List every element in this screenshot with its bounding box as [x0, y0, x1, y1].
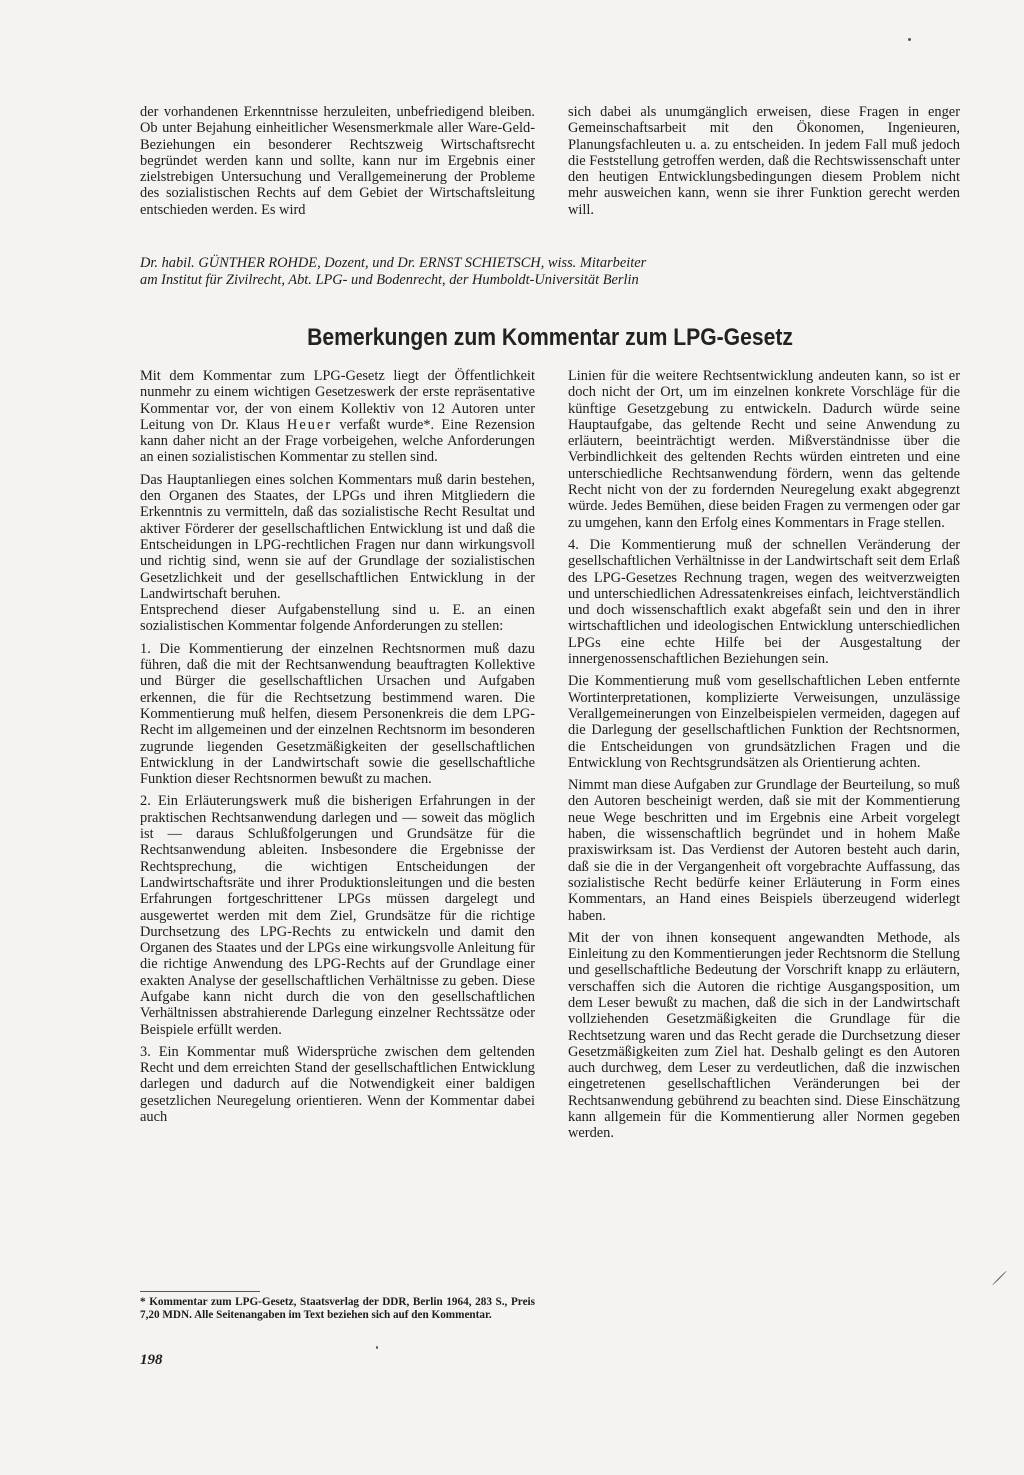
paragraph: Mit der von ihnen konsequent angewandten Methode, als Einleitung zu den Kommentierungen jeder Rechtsnorm die Stellung und gesellschaftliche Bedeutung der Vorschrift knapp zu erläutern, verschaffen sich die Autoren die richtige Ausgangsposition, um dem Leser bewußt zu machen, daß die sich in der Landwirtschaft vollziehenden Gesetzmäßigkeiten die Grundlage für die Rechtsetzung waren und das Recht gerade die Durchsetzung dieser Gesetzmäßigkeiten zum Ziel hat. Deshalb gelingt es den Autoren auch durchweg, dem Leser zu verdeutlichen, daß die inzwischen eingetretenen gesellschaftlichen Veränderungen bei der Rechtsanwendung gebührend zu beachten sind. Diese Einschätzung kann allgemein für die Kommentierung aller Normen gegeben werden.	[568, 929, 960, 1142]
scan-speck	[376, 1346, 378, 1349]
byline-line: am Institut für Zivilrecht, Abt. LPG- und Bodenrecht, der Humboldt-Universität Berlin	[140, 272, 639, 288]
paragraph	[140, 368, 535, 466]
paragraph-text: verfaßt wurde*. Eine Rezension kann daher nicht an der Frage vorbeigehen, welche Anforderungen an einen sozialistischen Kommentar zu stellen sind.	[140, 416, 535, 466]
paragraph: Die Kommentierung muß vom gesellschaftlichen Leben entfernte Wortinterpretationen, komplizierte Verweisungen, unzulässige Verallgemeinerungen von Einzelbeispielen vermeiden, dagegen auf die Darlegung der gesellschaftlichen Funktion der Rechtsnormen, die Entscheidungen von grundsätzlichen Fragen und die Entwicklung von Rechtsgrundsätzen als Orientierung achten.	[568, 673, 960, 771]
top-right-column	[568, 104, 960, 218]
paragraph: 3. Ein Kommentar muß Widersprüche zwischen dem geltenden Recht und dem erreichten Stand der gesellschaftlichen Entwicklung darlegen und dadurch auf die Notwendigkeit einer baldigen gesetzlichen Neuregelung orientieren. Wenn der Kommentar dabei auch	[140, 1043, 535, 1126]
top-left-column	[140, 104, 535, 218]
paragraph: Entsprechend dieser Aufgabenstellung sind u. E. an einen sozialistischen Kommentar folgende Anforderungen zu stellen:	[140, 602, 535, 635]
author-byline	[140, 255, 960, 289]
byline-line: Dr. habil. GÜNTHER ROHDE, Dozent, und Dr. ERNST SCHIETSCH, wiss. Mitarbeiter	[140, 255, 647, 271]
article-title: Bemerkungen zum Kommentar zum LPG-Gesetz	[307, 324, 793, 351]
paragraph: 2. Ein Erläuterungswerk muß die bisherigen Erfahrungen in der praktischen Rechtsanwendung darlegen und — soweit das möglich ist — daraus Schlußfolgerungen und Grundsätze für die Rechtsanwendung ableiten. Insbesondere die Ergebnisse der Rechtsprechung, die wichtigen Entscheidungen der Landwirtschaftsräte und ihrer Produktionsleitungen und die besten Erfahrungen fortgeschrittener LPGs müssen dargelegt und ausgewertet werden mit dem Ziel, Grundsätze für die richtige Durchsetzung des LPG-Rechts zu entwickeln und damit den Organen des Staates und der LPGs eine wirkungsvolle Anleitung für die richtige Anwendung des LPG-Rechts auf der Grundlage einer exakten Analyse der gesellschaftlichen Verhältnisse zu geben. Diese Aufgabe kann nicht durch die von den gesellschaftlichen Verhältnissen abstrahierende Darlegung einzelner Rechtssätze oder Beispiele erfüllt werden.	[140, 793, 535, 1038]
paragraph: Das Hauptanliegen eines solchen Kommentars muß darin bestehen, den Organen des Staates, der LPGs und ihren Mitgliedern die Erkenntnis zu vermitteln, daß das sozialistische Recht Resultat und aktiver Förderer der gesellschaftlichen Entwicklung ist und daß die Entscheidungen in LPG-rechtlichen Fragen nur dann wirkungsvoll und richtig sind, wenn sie auf der Grundlage der sozialistischen Gesetzlichkeit und der gesellschaftlichen Entwicklung in der Landwirtschaft beruhen.	[140, 471, 535, 602]
paragraph-text: Mit dem Kommentar zum LPG-Gesetz liegt der Öffentlichkeit nunmehr zu einem wichtigen Gesetzeswerk der erste repräsentative Kommentar vor, der von einem Kollektiv von 12 Autoren unter Leitung von Dr. Klaus	[140, 368, 535, 433]
footnote: * Kommentar zum LPG-Gesetz, Staatsverlag der DDR, Berlin 1964, 283 S., Preis 7,20 MDN. Alle Seitenangaben im Text beziehen sich auf den Kommentar.	[140, 1296, 535, 1321]
paragraph: 4. Die Kommentierung muß der schnellen Veränderung der gesellschaftlichen Verhältnisse in der Landwirtschaft seit dem Erlaß des LPG-Gesetzes Rechnung tragen, wegen des weitverzweigten und unterschiedlichen Adressatenkreises einfach, leichtverständlich und doch wissenschaftlich exakt abgefaßt sein und den in ihrer wirtschaftlichen und ideologischen Entwicklung unterschiedlichen LPGs eine echte Hilfe bei der Ausgestaltung der innergenossenschaftlichen Beziehungen sein.	[568, 536, 960, 668]
body-left-column	[140, 368, 535, 1125]
page-number: 198	[140, 1352, 163, 1368]
scan-speck	[992, 1271, 1007, 1286]
paragraph: sich dabei als unumgänglich erweisen, diese Fragen in enger Gemeinschaftsarbeit mit den Ökonomen, Ingenieuren, Planungsfachleuten u. a. zu entscheiden. In jedem Fall muß jedoch die Feststellung getroffen werden, daß die Rechtswissenschaft unter den heutigen Entwicklungsbedingungen diesem Problem nicht mehr ausweichen kann, wenn sie ihrer Funktion gerecht werden will.	[568, 104, 960, 218]
footnote-rule	[140, 1291, 260, 1292]
author-name: Heuer	[286, 416, 333, 433]
scan-speck	[908, 38, 911, 41]
paragraph: 1. Die Kommentierung der einzelnen Rechtsnormen muß dazu führen, daß die mit der Rechtsanwendung beauftragten Kollektive und Bürger die gesellschaftlichen Ursachen und Aufgaben erkennen, die für die Rechtsetzung bestimmend waren. Die Kommentierung muß helfen, diesem Personenkreis die dem LPG-Recht im allgemeinen und der einzelnen Rechtsnorm im besonderen zugrunde liegenden Gesetzmäßigkeiten der gesellschaftlichen Entwicklung in der Landwirtschaft sowie die gesellschaftliche Funktion dieser Rechtsnormen bewußt zu machen.	[140, 640, 535, 788]
paragraph: Linien für die weitere Rechtsentwicklung andeuten kann, so ist er doch nicht der Ort, um im einzelnen konkrete Vorschläge für die künftige Gesetzgebung zu entwickeln. Dadurch würde seine Hauptaufgabe, das geltende Recht und seine Anwendung zu erläutern, beeinträchtigt werden. Mißverständnisse über die Verbindlichkeit des geltenden Rechts würden eintreten und eine unterschiedliche Rechtsanwendung fördern, wenn das geltende Recht nicht von der zu fordernden Neuregelung exakt abgegrenzt würde. Jedes Bemühen, diese beiden Fragen zu vermengen oder gar zu umgehen, kann den Erfolg eines Kommentars in Frage stellen.	[568, 368, 960, 531]
paragraph: der vorhandenen Erkenntnisse herzuleiten, unbefriedigend bleiben. Ob unter Bejahung einheitlicher Wesensmerkmale aller Ware-Geld-Beziehungen ein besonderer Rechtszweig Wirtschaftsrecht begründet werden kann und sollte, kann nur im Ergebnis einer zielstrebigen Untersuchung und Verallgemeinerung der Probleme des sozialistischen Rechts auf dem Gebiet der Wirtschaftsleitung entschieden werden. Es wird	[140, 104, 535, 218]
paragraph: Nimmt man diese Aufgaben zur Grundlage der Beurteilung, so muß den Autoren bescheinigt werden, daß sie mit der Kommentierung neue Wege beschritten und im Ergebnis eine Arbeit vorgelegt haben, die wissenschaftlich begründet und in hohem Maße praxiswirksam ist. Das Verdienst der Autoren besteht auch darin, daß sie die in der Vergangenheit oft vorgebrachte Auffassung, das sozialistische Recht bedürfe keiner Erläuterung in Form eines Kommentars, an Hand eines Beispiels überzeugend widerlegt haben.	[568, 777, 960, 924]
body-right-column	[568, 368, 960, 1142]
